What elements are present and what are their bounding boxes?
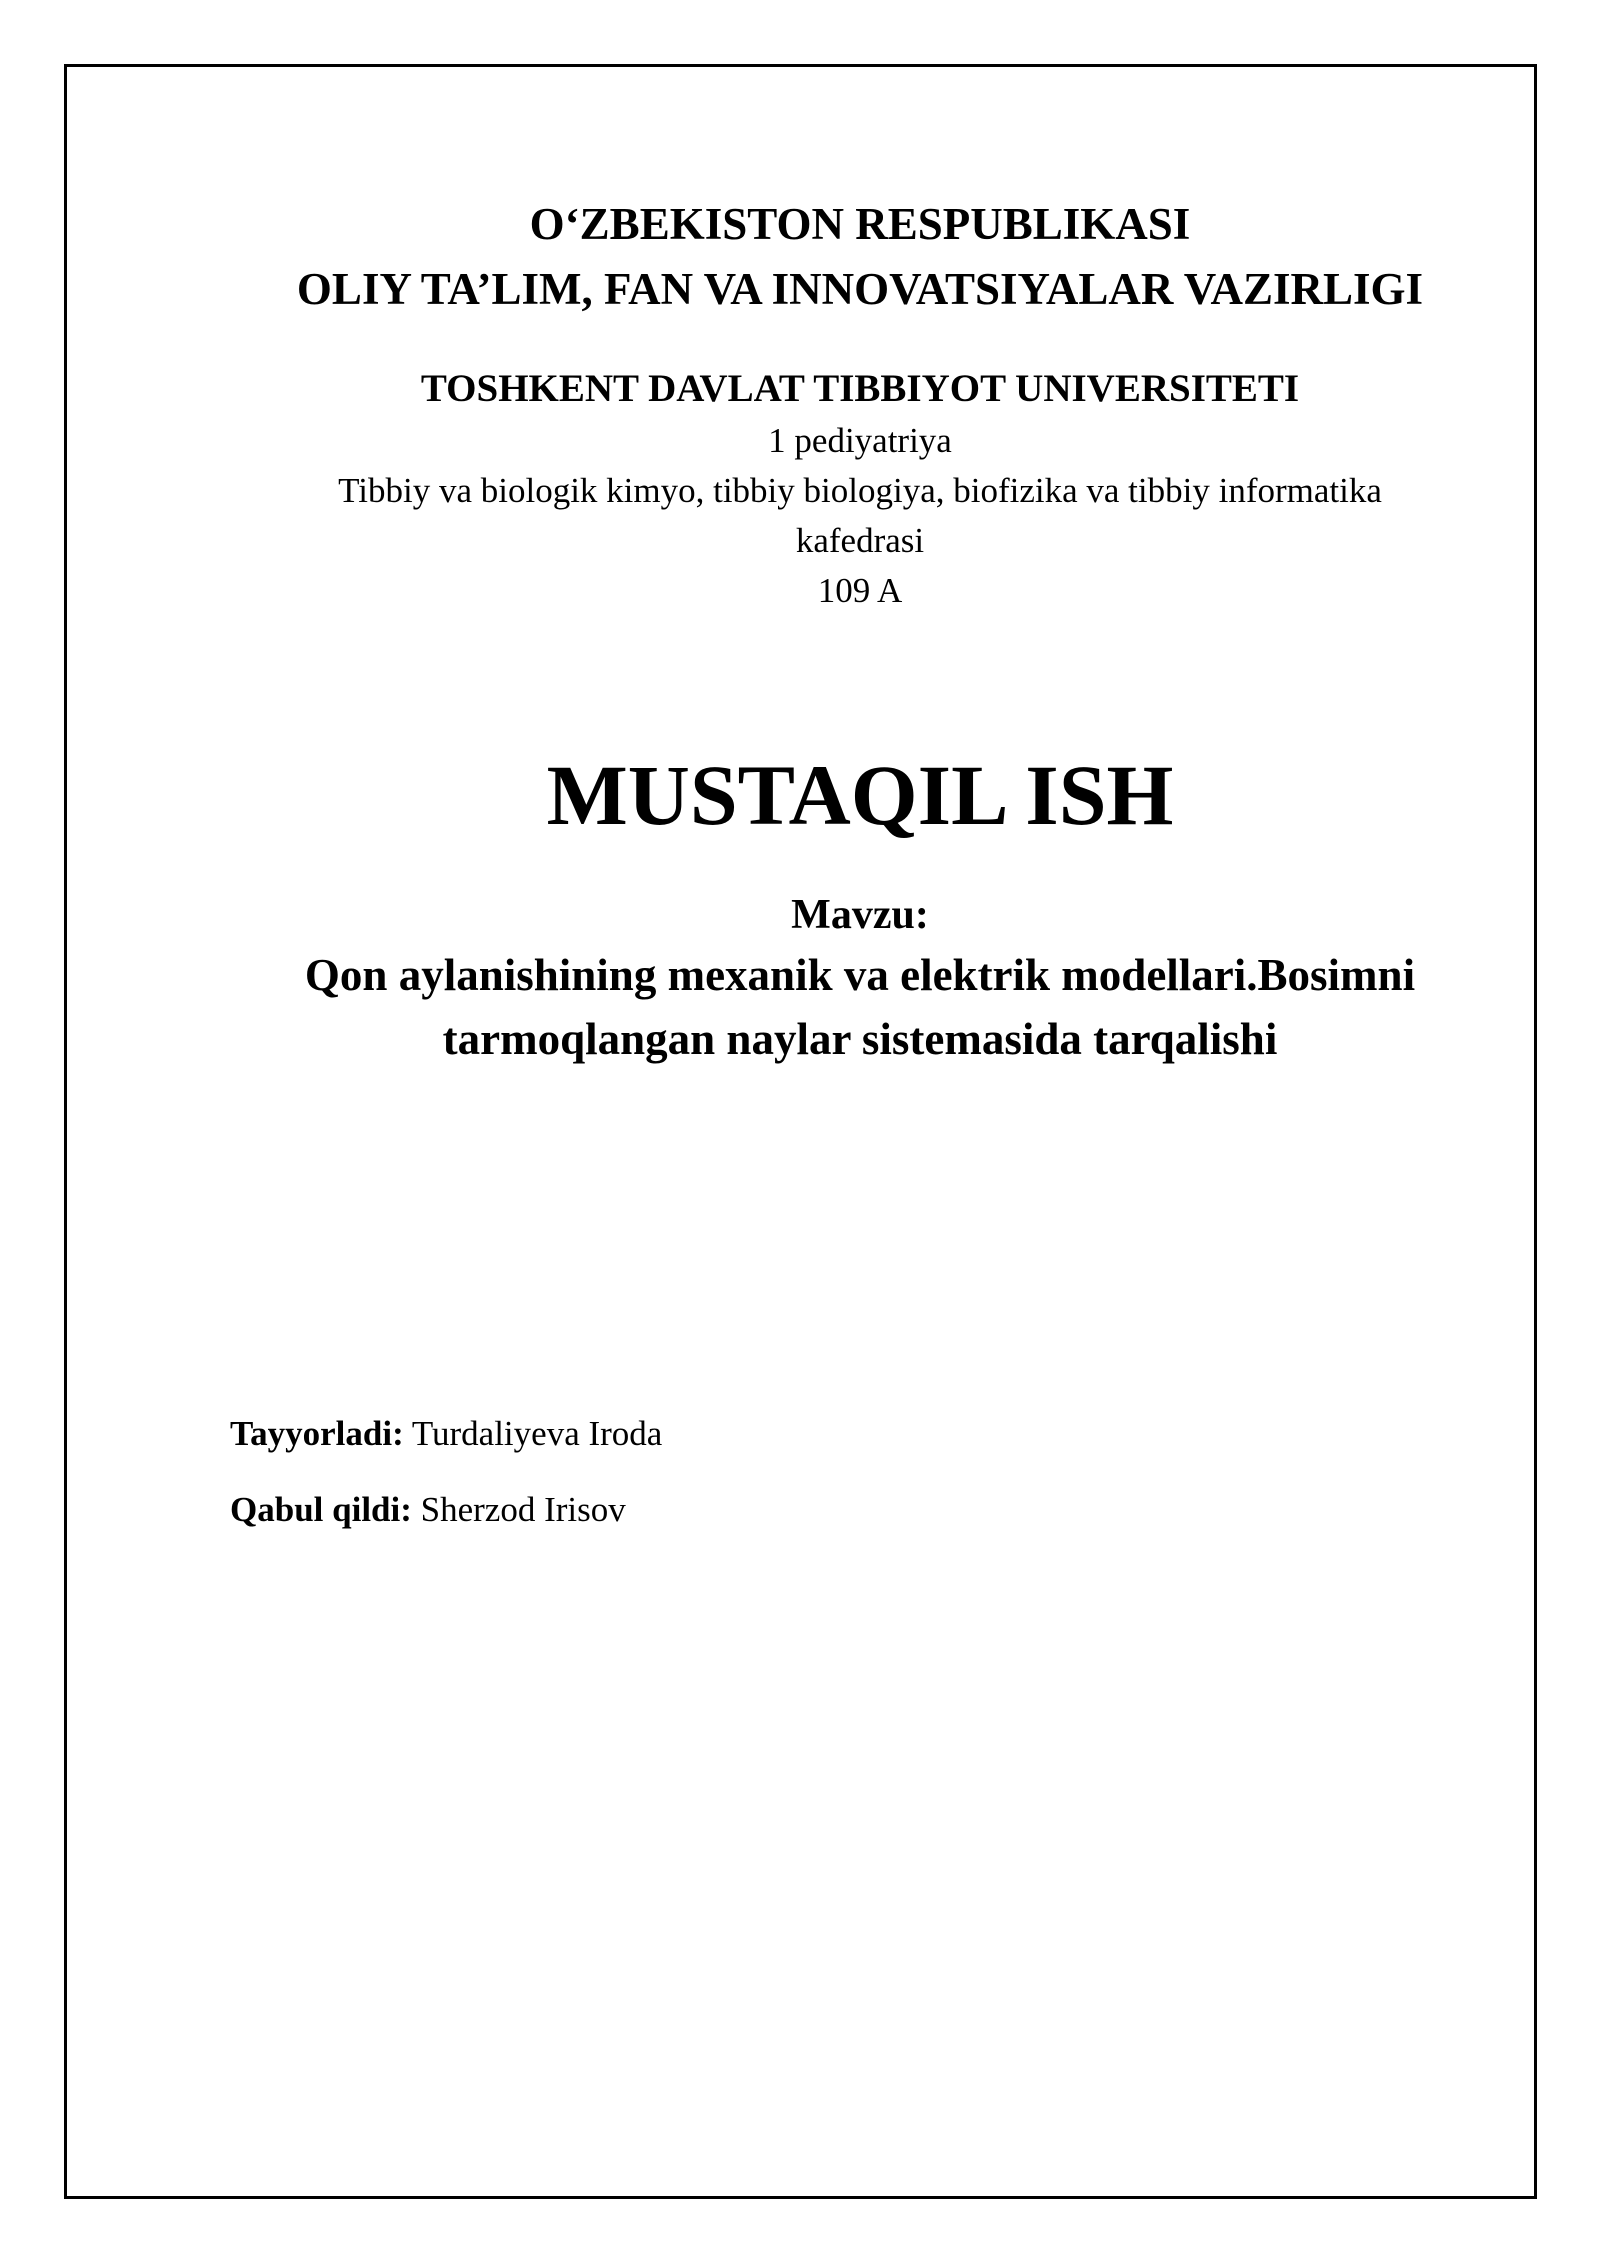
accepted-by-line (230, 1489, 626, 1531)
prepared-by-label: Tayyorladi: (230, 1414, 404, 1453)
topic-text-line-2: tarmoqlangan naylar sistemasida tarqalishi (442, 1014, 1278, 1064)
country-heading: O‘ZBEKISTON RESPUBLIKASI (529, 199, 1191, 249)
topic-label: Mavzu: (791, 892, 929, 938)
prepared-by-line (230, 1413, 662, 1455)
accepted-by-label: Qabul qildi: (230, 1490, 412, 1529)
department-suffix-line: kafedrasi (795, 521, 925, 560)
ministry-heading: OLIY TA’LIM, FAN VA INNOVATSIYALAR VAZIRLIGI (296, 264, 1424, 314)
prepared-by-value: Turdaliyeva Iroda (403, 1414, 663, 1453)
accepted-by-value: Sherzod Irisov (411, 1490, 626, 1529)
group-line: 109 A (817, 571, 903, 610)
university-heading: TOSHKENT DAVLAT TIBBIYOT UNIVERSITETI (420, 367, 1300, 410)
topic-text-line-1: Qon aylanishining mexanik va elektrik modellari.Bosimni (304, 950, 1416, 1000)
department-line: Tibbiy va biologik kimyo, tibbiy biologiya, biofizika va tibbiy informatika (338, 471, 1382, 510)
faculty-line: 1 pediyatriya (768, 421, 952, 460)
document-title: MUSTAQIL ISH (546, 747, 1174, 843)
